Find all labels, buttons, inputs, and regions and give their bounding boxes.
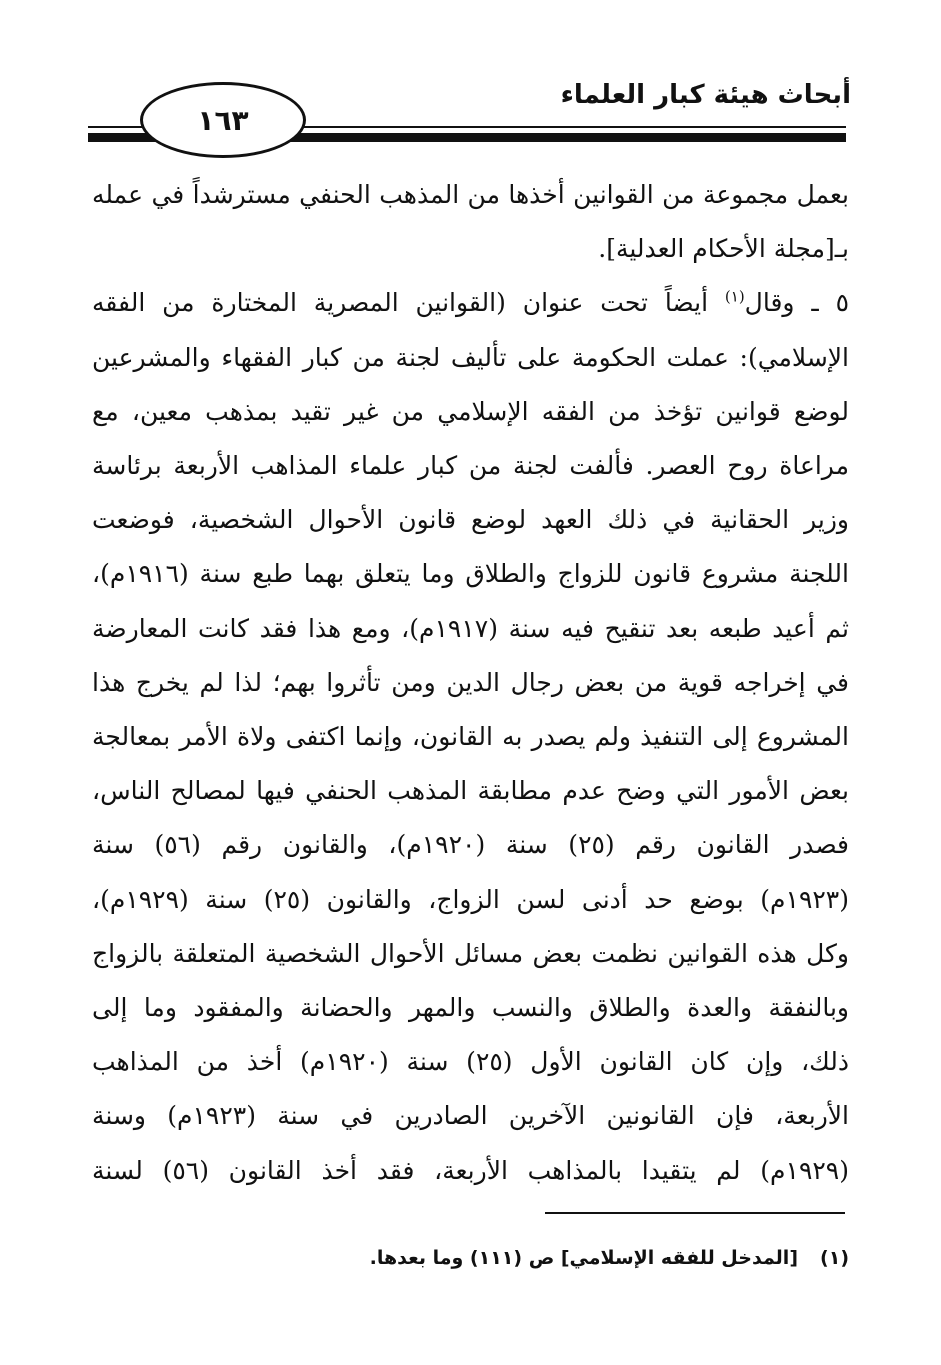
body-line: وزير الحقانية في ذلك العهد لوضع قانون الأحوال الشخصية، فوضعت: [92, 505, 849, 535]
body-line: لوضع قوانين تؤخذ من الفقه الإسلامي من غير تقيد بمذهب معين، مع: [92, 396, 849, 426]
body-line: وكل هذه القوانين نظمت بعض مسائل الأحوال الشخصية المتعلقة بالزواج: [92, 938, 849, 968]
footnote-separator: [545, 1212, 845, 1214]
body-line: في إخراجه قوية من بعض رجال الدين ومن تأثروا بهم؛ لذا لم يخرج هذا: [92, 667, 849, 697]
body-line: اللجنة مشروع قانون للزواج والطلاق وما يتعلق بهما طبع سنة (١٩١٦م)،: [92, 559, 849, 589]
body-line: (١٩٢٣م) بوضع حد أدنى لسن الزواج، والقانون (٢٥) سنة (١٩٢٩م)،: [92, 884, 849, 914]
footnote-text: [المدخل للفقه الإسلامي] ص (١١١) وما بعدها.: [369, 1247, 799, 1269]
footnote-mark: (١): [820, 1247, 849, 1269]
body-line: مراعاة روح العصر. فألفت لجنة من كبار علماء المذاهب الأربعة برئاسة: [92, 451, 849, 481]
body-line: فصدر القانون رقم (٢٥) سنة (١٩٢٠م)، والقانون رقم (٥٦) سنة: [92, 830, 849, 860]
footnote: [370, 1247, 849, 1269]
body-line: ذلك، وإن كان القانون الأول (٢٥) سنة (١٩٢٠م) أخذ من المذاهب: [92, 1047, 849, 1077]
footnote-reference: (١): [724, 288, 745, 307]
body-line: بعمل مجموعة من القوانين أخذها من المذهب الحنفي مسترشداً في عمله: [92, 180, 849, 209]
body-line: بعض الأمور التي وضح عدم مطابقة المذهب الحنفي فيها لمصالح الناس،: [92, 776, 849, 806]
body-line-rest: أيضاً تحت عنوان (القوانين المصرية المختارة من الفقه: [92, 288, 725, 318]
body-line: المشروع إلى التنفيذ ولم يصدر به القانون، وإنما اكتفى ولاة الأمر بمعالجة: [92, 722, 849, 752]
body-line: (١٩٢٩م) لم يتقيدا بالمذاهب الأربعة، فقد أخذ القانون (٥٦) لسنة: [92, 1155, 849, 1185]
body-line: وبالنفقة والعدة والطلاق والنسب والمهر والحضانة والمفقود وما إلى: [92, 993, 849, 1023]
running-header-title: أبحاث هيئة كبار العلماء: [560, 80, 851, 110]
body-line-with-footnote-ref: [92, 276, 849, 330]
body-line: بـ[مجلة الأحكام العدلية].: [598, 234, 849, 264]
body-line: الأربعة، فإن القانونين الآخرين الصادرين في سنة (١٩٢٣م) وسنة: [92, 1101, 849, 1131]
page-number: ١٦٣: [140, 82, 306, 158]
body-text: [92, 168, 849, 1198]
body-line-start: ٥ ـ وقال: [744, 288, 849, 318]
body-line: ثم أعيد طبعه بعد تنقيح فيه سنة (١٩١٧م)، ومع هذا فقد كانت المعارضة: [92, 613, 849, 643]
body-line: الإسلامي): عملت الحكومة على تأليف لجنة من كبار الفقهاء والمشرعين: [92, 342, 849, 372]
